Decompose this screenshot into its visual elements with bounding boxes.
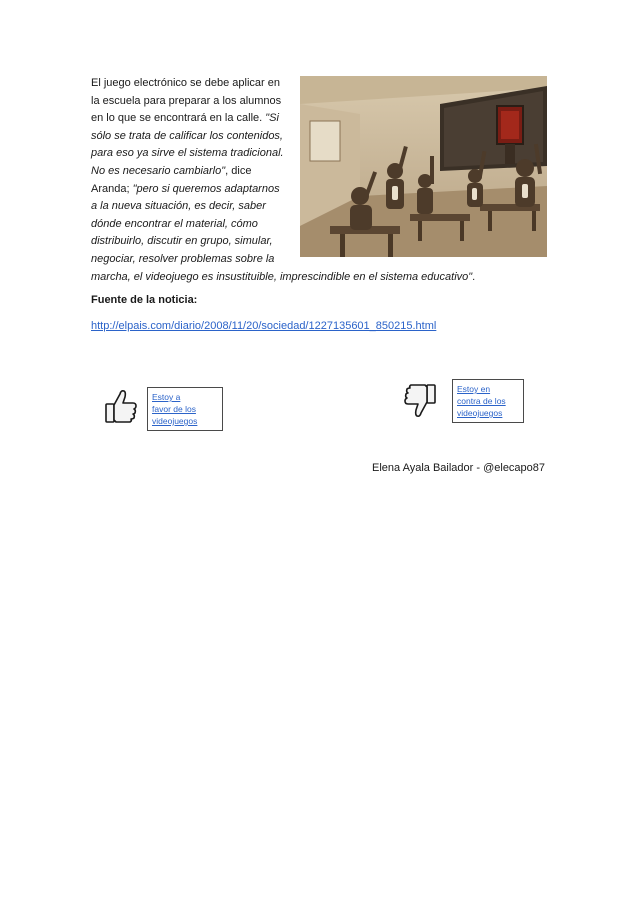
author-credit: Elena Ayala Bailador - @elecapo87 <box>372 462 546 474</box>
source-link[interactable]: http://elpais.com/diario/2008/11/20/sociedad/1227135601_850215.html <box>91 320 437 332</box>
article-text: Aranda; <box>91 182 133 195</box>
vote-against-line-3[interactable]: videojuegos <box>457 408 503 418</box>
article-line <box>91 216 551 234</box>
article-text: la escuela para preparar a los alumnos <box>91 94 282 107</box>
vote-against-line-1[interactable]: Estoy en <box>457 384 491 394</box>
thumbs-up-icon[interactable] <box>104 388 138 429</box>
article-line <box>91 75 551 93</box>
article-text: No es necesario cambiarlo" <box>91 164 226 177</box>
article-line <box>91 233 551 251</box>
article-text: en lo que se encontrará en la calle. <box>91 112 266 125</box>
article-text: . <box>472 270 476 283</box>
article-line <box>91 181 551 199</box>
thumbs-down-icon[interactable] <box>403 383 437 424</box>
article-line <box>91 251 551 269</box>
article-text: para eso ya sirve el sistema tradicional. <box>91 147 284 160</box>
article-line <box>91 269 551 287</box>
source-label: Fuente de la noticia: <box>91 294 198 306</box>
article-line <box>91 198 551 216</box>
vote-for-line-2[interactable]: favor de los <box>152 404 196 414</box>
article-text: distribuirlo, discutir en grupo, simular, <box>91 235 273 248</box>
article-text: a la nueva situación, es decir, saber <box>91 200 266 213</box>
article-text: "pero si queremos adaptarnos <box>132 182 280 195</box>
article-line <box>91 128 551 146</box>
vote-for-line-1[interactable]: Estoy a <box>152 392 181 402</box>
article-text: dónde encontrar el material, cómo <box>91 217 258 230</box>
article-text: El juego electrónico se debe aplicar en <box>91 77 280 89</box>
vote-against-box[interactable] <box>452 379 524 423</box>
article-text: marcha, el videojuego es insustituible, imprescindible en el sistema educativo" <box>91 270 473 283</box>
article-line <box>91 163 551 181</box>
article-line <box>91 110 551 128</box>
article-text: sólo se trata de calificar los contenidos, <box>91 129 283 142</box>
article-text: "Si <box>265 112 279 125</box>
vote-against-line-2[interactable]: contra de los <box>457 396 506 406</box>
vote-for-box[interactable] <box>147 387 223 431</box>
article-line <box>91 93 551 111</box>
article-text: negociar, resolver problemas sobre la <box>91 252 275 265</box>
article-paragraph <box>91 75 551 286</box>
article-text: , dice <box>225 164 252 177</box>
article-line <box>91 145 551 163</box>
vote-for-line-3[interactable]: videojuegos <box>152 416 198 426</box>
